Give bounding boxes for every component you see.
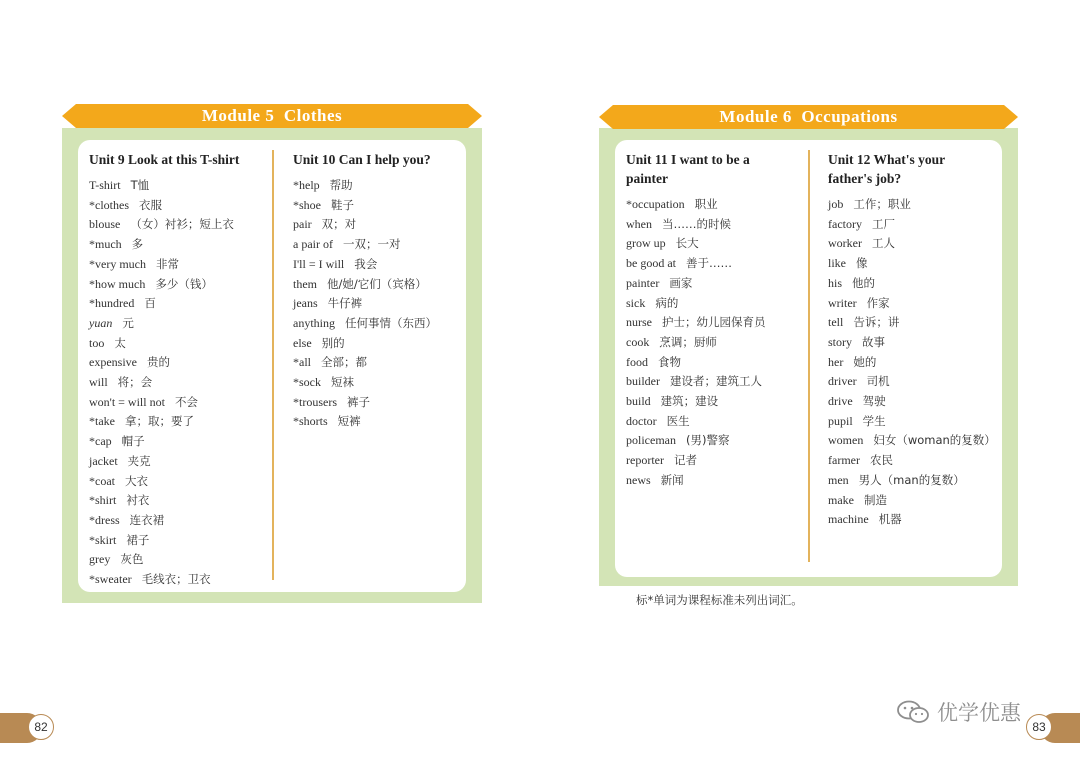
word-chinese: 工人 <box>871 236 895 251</box>
word-row <box>828 294 1000 314</box>
word-chinese: 机器 <box>878 512 902 527</box>
word-english: jeans <box>293 296 318 311</box>
word-chinese: 当……的时候 <box>662 216 731 231</box>
word-english: will <box>89 375 108 390</box>
word-row <box>828 254 1000 274</box>
word-english: job <box>828 197 844 211</box>
word-row <box>626 234 806 254</box>
word-english: be good at <box>626 256 676 271</box>
word-row <box>828 510 1000 530</box>
word-row <box>828 412 1000 432</box>
word-english: machine <box>828 512 869 527</box>
page-number-right: 83 <box>1026 714 1052 740</box>
word-row <box>89 235 269 255</box>
watermark <box>895 697 1021 727</box>
word-chinese: 职业 <box>694 197 718 211</box>
word-english: *how much <box>89 276 146 291</box>
word-chinese: 制造 <box>864 492 887 507</box>
word-row <box>89 255 269 275</box>
word-chinese: 鞋子 <box>331 197 354 212</box>
word-row <box>293 373 463 393</box>
word-english: food <box>626 354 648 369</box>
word-english: men <box>828 472 849 487</box>
word-english: them <box>293 276 317 291</box>
word-chinese: 农民 <box>869 453 893 468</box>
word-english: doctor <box>626 413 657 428</box>
word-row <box>293 353 463 373</box>
word-chinese: 帮助 <box>329 178 353 192</box>
word-chinese: 贵的 <box>146 355 170 370</box>
word-english: *cap <box>89 434 112 449</box>
word-row <box>89 373 269 393</box>
word-chinese: 多 <box>131 237 144 252</box>
word-english: jacket <box>89 453 118 468</box>
module-5-divider <box>272 150 274 580</box>
word-english: tell <box>828 315 844 330</box>
word-row <box>828 431 1000 451</box>
word-chinese: 全部；都 <box>321 355 367 370</box>
module-6-divider <box>808 150 810 562</box>
word-chinese: 裤子 <box>347 394 370 409</box>
word-chinese: 连衣裙 <box>129 512 165 527</box>
word-chinese: 夹克 <box>127 453 151 468</box>
word-chinese: 裙子 <box>126 532 150 547</box>
unit-10-column <box>293 150 463 432</box>
word-chinese: 像 <box>856 256 868 271</box>
word-row <box>89 176 269 196</box>
word-row <box>828 234 1000 254</box>
word-row <box>828 274 1000 294</box>
word-chinese: 新闻 <box>660 472 684 487</box>
word-english: *take <box>89 414 115 429</box>
word-row <box>293 393 463 413</box>
word-english: her <box>828 354 844 369</box>
unit-12-column <box>828 150 1000 530</box>
word-english: painter <box>626 275 660 290</box>
word-english: *shoe <box>293 197 321 212</box>
word-english: *shirt <box>89 493 117 508</box>
word-english: worker <box>828 236 862 251</box>
word-english: writer <box>828 295 857 310</box>
word-chinese: 灰色 <box>120 552 144 567</box>
word-chinese: 司机 <box>866 374 890 389</box>
word-row <box>89 412 269 432</box>
word-chinese: 将；会 <box>117 375 153 390</box>
unit-11-column <box>626 150 806 491</box>
word-row <box>828 372 1000 392</box>
word-english: *all <box>293 355 311 370</box>
word-english: expensive <box>89 355 137 370</box>
word-chinese: 牛仔裤 <box>327 296 363 311</box>
word-chinese: 太 <box>114 335 126 350</box>
word-chinese: 别的 <box>321 335 345 350</box>
word-english: *dress <box>89 512 120 527</box>
word-row <box>89 511 269 531</box>
word-english: driver <box>828 374 857 389</box>
word-chinese: 长大 <box>675 236 699 251</box>
word-row <box>828 491 1000 511</box>
word-row <box>293 176 463 196</box>
word-row <box>828 313 1000 333</box>
word-english: won't = will not <box>89 394 165 409</box>
word-row <box>626 412 806 432</box>
word-row <box>828 392 1000 412</box>
word-english: drive <box>828 394 853 409</box>
word-english: sick <box>626 295 646 310</box>
word-row <box>626 215 806 235</box>
word-row <box>626 333 806 353</box>
word-english: women <box>828 433 864 448</box>
word-row <box>626 372 806 392</box>
word-row <box>293 196 463 216</box>
word-row <box>89 472 269 492</box>
word-chinese: 元 <box>122 315 134 330</box>
word-chinese: 驾驶 <box>862 394 886 409</box>
word-english: when <box>626 216 652 231</box>
word-row <box>89 393 269 413</box>
word-chinese: 他/她/它们（宾格） <box>327 276 427 291</box>
word-chinese: 我会 <box>354 256 378 271</box>
word-row <box>626 392 806 412</box>
word-chinese: 短裤 <box>337 414 361 429</box>
word-chinese: 建设者；建筑工人 <box>670 374 762 389</box>
word-english: his <box>828 275 843 290</box>
word-english: grey <box>89 552 111 567</box>
word-chinese: 毛线衣；卫衣 <box>141 572 211 587</box>
word-row <box>89 353 269 373</box>
word-english: a pair of <box>293 237 333 252</box>
word-english: pupil <box>828 413 853 428</box>
word-chinese: 双；对 <box>321 217 357 232</box>
word-row <box>89 550 269 570</box>
word-english: news <box>626 472 651 487</box>
wechat-icon <box>895 699 931 725</box>
word-chinese: 记者 <box>673 453 697 468</box>
word-chinese: 工作；职业 <box>853 197 911 211</box>
word-chinese: 妇女（woman的复数） <box>873 433 996 448</box>
word-chinese: 她的 <box>853 354 877 369</box>
word-row <box>626 431 806 451</box>
word-chinese: 故事 <box>862 334 885 349</box>
word-row <box>626 195 806 215</box>
footnote: 标*单词为课程标准未列出词汇。 <box>636 593 803 607</box>
word-row <box>293 215 463 235</box>
word-english: anything <box>293 315 335 330</box>
word-chinese: 医生 <box>666 413 690 428</box>
word-chinese: 百 <box>144 296 156 311</box>
word-english: builder <box>626 374 660 389</box>
word-chinese: 病的 <box>655 295 679 310</box>
word-row <box>293 314 463 334</box>
word-chinese: 食物 <box>658 354 681 369</box>
word-row <box>626 451 806 471</box>
word-chinese: 帽子 <box>121 434 145 449</box>
word-english: cook <box>626 334 650 349</box>
word-chinese: 护士；幼儿园保育员 <box>662 315 766 330</box>
word-row <box>828 215 1000 235</box>
word-english: *shorts <box>293 414 328 429</box>
word-english: *occupation <box>626 197 685 211</box>
word-row <box>89 215 269 235</box>
word-row <box>626 471 806 491</box>
word-row <box>828 353 1000 373</box>
word-english: blouse <box>89 217 121 232</box>
word-english: *skirt <box>89 532 117 547</box>
word-row <box>293 412 463 432</box>
word-chinese: 大衣 <box>125 473 148 488</box>
word-row <box>89 531 269 551</box>
word-row <box>828 195 1000 215</box>
unit-10-title: Unit 10 Can I help you? <box>293 152 431 167</box>
word-english: *coat <box>89 473 115 488</box>
word-english: *help <box>293 178 320 192</box>
word-english: build <box>626 394 651 409</box>
word-row <box>89 452 269 472</box>
word-row <box>626 353 806 373</box>
word-chinese: 拿；取；要了 <box>125 414 194 429</box>
word-row <box>293 255 463 275</box>
watermark-text: 优学优惠 <box>937 701 1021 725</box>
word-english: farmer <box>828 453 860 468</box>
word-chinese: 衬衣 <box>126 493 150 508</box>
word-english: T-shirt <box>89 178 121 192</box>
word-english: *sock <box>293 375 321 390</box>
word-row <box>89 570 269 590</box>
word-row <box>89 314 269 334</box>
unit-9-column <box>89 150 269 590</box>
unit-12-title: Unit 12 What's your father's job? <box>828 152 946 186</box>
word-chinese: T恤 <box>130 178 150 192</box>
word-row <box>89 491 269 511</box>
word-chinese: 一双；一对 <box>342 237 401 252</box>
module-6-banner <box>613 105 1004 129</box>
word-row <box>89 432 269 452</box>
word-chinese: 工厂 <box>871 216 895 231</box>
word-english: *very much <box>89 256 146 271</box>
word-english: story <box>828 334 852 349</box>
word-english: make <box>828 492 854 507</box>
word-chinese: (男)警察 <box>685 433 730 448</box>
word-chinese: 多少（钱） <box>155 276 213 291</box>
word-row <box>626 274 806 294</box>
word-chinese: 非常 <box>155 256 179 271</box>
word-chinese: 不会 <box>174 394 198 409</box>
word-chinese: （女）衬衫；短上衣 <box>130 217 234 232</box>
word-chinese: 衣服 <box>139 197 162 212</box>
word-row <box>89 334 269 354</box>
word-chinese: 短袜 <box>331 375 354 390</box>
word-english: yuan <box>89 315 113 330</box>
unit-11-title: Unit 11 I want to be a painter <box>626 152 750 186</box>
word-row <box>293 275 463 295</box>
word-chinese: 告诉；讲 <box>853 315 900 330</box>
word-english: I'll = I will <box>293 256 345 271</box>
word-english: reporter <box>626 453 664 468</box>
module-5-title: Module 5 Clothes <box>201 106 343 125</box>
word-chinese: 烹调；厨师 <box>659 334 717 349</box>
word-chinese: 男人（man的复数） <box>858 472 965 487</box>
word-row <box>293 334 463 354</box>
word-chinese: 画家 <box>669 275 693 290</box>
module-6-title: Module 6 Occupations <box>719 107 898 126</box>
word-chinese: 任何事情（东西） <box>345 315 437 330</box>
word-row <box>293 294 463 314</box>
word-english: pair <box>293 217 312 232</box>
word-english: *clothes <box>89 197 129 212</box>
page-number-left: 82 <box>28 714 54 740</box>
word-english: *hundred <box>89 296 135 311</box>
word-english: factory <box>828 216 862 231</box>
word-row <box>828 471 1000 491</box>
word-english: policeman <box>626 433 676 448</box>
word-english: *trousers <box>293 394 337 409</box>
word-chinese: 作家 <box>866 295 890 310</box>
word-row <box>89 294 269 314</box>
unit-9-title: Unit 9 Look at this T-shirt <box>89 152 240 167</box>
word-english: grow up <box>626 236 666 251</box>
word-english: *much <box>89 237 122 252</box>
module-5-banner <box>76 104 468 128</box>
word-english: too <box>89 335 105 350</box>
word-row <box>828 451 1000 471</box>
word-english: like <box>828 256 846 271</box>
word-chinese: 善于…… <box>686 256 732 271</box>
word-row <box>626 313 806 333</box>
word-row <box>828 333 1000 353</box>
word-row <box>626 294 806 314</box>
word-english: *sweater <box>89 572 132 587</box>
word-row <box>293 235 463 255</box>
word-english: nurse <box>626 315 652 330</box>
word-row <box>89 196 269 216</box>
word-english: else <box>293 335 312 350</box>
word-row <box>89 275 269 295</box>
word-chinese: 他的 <box>852 275 876 290</box>
word-row <box>626 254 806 274</box>
word-chinese: 学生 <box>862 413 886 428</box>
word-chinese: 建筑；建设 <box>660 394 719 409</box>
